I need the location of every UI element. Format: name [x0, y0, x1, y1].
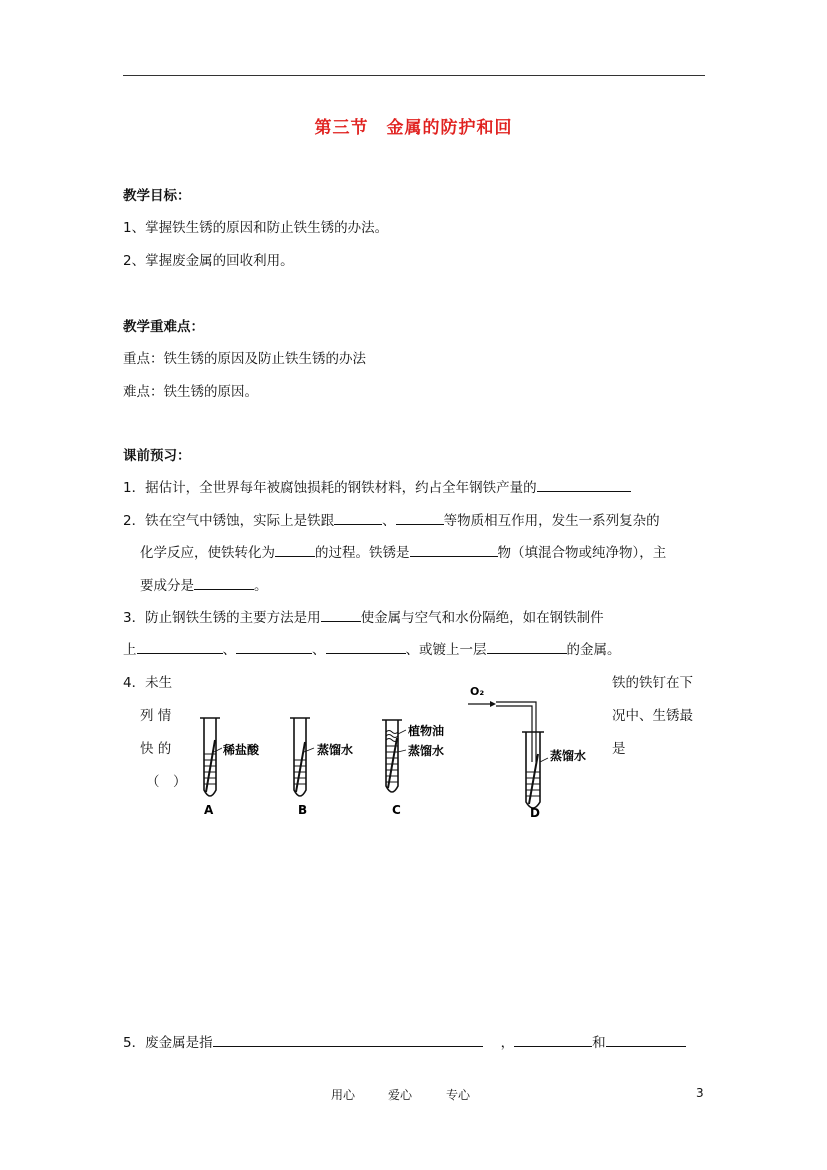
question-3-line-2	[123, 638, 621, 658]
question-4-left-1: 4．未生	[123, 675, 173, 691]
separator: ，	[500, 1035, 515, 1051]
tube-b-label: 蒸馏水	[317, 743, 354, 757]
question-2-text: 要成分是	[140, 578, 194, 594]
objective-item-2: 2、掌握废金属的回收利用。	[123, 253, 294, 269]
tube-d-label: 蒸馏水	[550, 749, 587, 763]
question-2-line-3	[140, 574, 268, 594]
tube-c-label-water: 蒸馏水	[408, 744, 445, 758]
key-points-heading: 教学重难点：	[123, 319, 204, 335]
footer-motto-3: 专心	[446, 1088, 471, 1102]
answer-blank[interactable]	[194, 575, 254, 590]
question-1	[123, 476, 631, 496]
answer-blank[interactable]	[275, 542, 315, 557]
test-tube-a	[200, 718, 260, 817]
separator: 、	[222, 642, 236, 658]
answer-blank[interactable]	[213, 1032, 483, 1047]
answer-blank[interactable]	[487, 639, 567, 654]
question-2-text: 物（填混合物或纯净物），主	[497, 545, 667, 561]
question-2-text: 等物质相互作用，发生一系列复杂的	[443, 513, 660, 529]
answer-blank[interactable]	[236, 639, 312, 654]
question-2-text: 化学反应，使铁转化为	[140, 545, 275, 561]
question-2-text: 2．铁在空气中锈蚀，实际上是铁跟	[123, 513, 335, 529]
question-4-right-1: 铁的铁钉在下	[612, 675, 693, 691]
question-4-right-3: 是	[612, 741, 626, 757]
answer-blank[interactable]	[410, 542, 498, 557]
test-tube-figure	[190, 680, 610, 825]
answer-blank[interactable]	[606, 1032, 686, 1047]
answer-blank[interactable]	[334, 510, 382, 525]
question-3-text: 3．防止钢铁生锈的主要方法是用	[123, 610, 321, 626]
question-3-text: 上	[123, 642, 137, 658]
question-3-text: 使金属与空气和水份隔绝，如在钢铁制件	[360, 610, 604, 626]
question-2-line-2	[140, 541, 666, 561]
test-tube-b	[290, 718, 353, 817]
tube-c-letter: C	[392, 803, 401, 817]
answer-blank[interactable]	[537, 477, 631, 492]
answer-blank[interactable]	[326, 639, 406, 654]
question-2-text: 。	[254, 578, 268, 594]
separator: 、	[382, 513, 396, 529]
question-4-left-4: （ ）	[146, 774, 187, 790]
page-number: 3	[696, 1086, 704, 1100]
objectives-heading: 教学目标：	[123, 188, 191, 204]
tube-d-letter: D	[530, 806, 540, 820]
question-2-text: 的过程。铁锈是	[315, 545, 410, 561]
tube-c-label-oil: 植物油	[408, 724, 445, 738]
test-tube-d	[468, 685, 586, 820]
answer-blank[interactable]	[514, 1032, 592, 1047]
answer-blank[interactable]	[137, 639, 223, 654]
question-5-text: 5．废金属是指	[123, 1035, 213, 1051]
question-3-text: 、或镀上一层	[405, 642, 487, 658]
test-tube-c	[382, 720, 444, 817]
answer-blank[interactable]	[396, 510, 444, 525]
preview-heading: 课前预习：	[123, 448, 191, 464]
question-3-line-1	[123, 606, 604, 626]
question-2-line-1	[123, 509, 660, 529]
question-3-text: 的金属。	[566, 642, 621, 658]
important-point: 重点：铁生锈的原因及防止铁生锈的办法	[123, 351, 366, 367]
tube-a-label: 稀盐酸	[223, 743, 260, 757]
answer-blank[interactable]	[321, 607, 361, 622]
separator: 、	[312, 642, 326, 658]
question-1-text: 1．据估计，全世界每年被腐蚀损耗的钢铁材料，约占全年钢铁产量的	[123, 480, 537, 496]
tube-b-letter: B	[298, 803, 308, 817]
difficult-point: 难点：铁生锈的原因。	[123, 384, 258, 400]
tube-a-letter: A	[204, 803, 214, 817]
question-4-left-2: 列 情	[140, 708, 172, 724]
footer-motto-2: 爱心	[388, 1088, 413, 1102]
objective-item-1: 1、掌握铁生锈的原因和防止铁生锈的办法。	[123, 220, 389, 236]
question-4-right-2: 况中、生锈最	[612, 708, 693, 724]
header-rule	[123, 75, 705, 76]
footer-motto-1: 用心	[331, 1088, 356, 1102]
question-5-text: 和	[592, 1035, 606, 1051]
question-5	[123, 1031, 686, 1051]
page-title: 第三节 金属的防护和回	[314, 118, 513, 138]
oxygen-label: O₂	[470, 685, 485, 698]
question-4-left-3: 快 的	[140, 741, 172, 757]
